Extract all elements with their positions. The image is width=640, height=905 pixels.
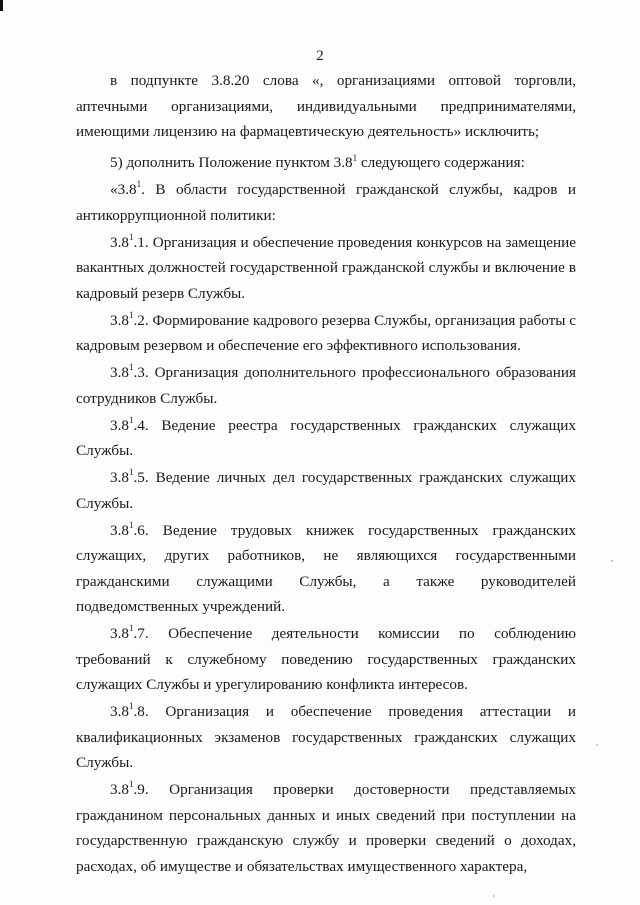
scan-speck xyxy=(611,560,613,562)
paragraph-text: .8. Организация и обеспечение проведения аттестации и квалификационных экзаменов государственных гражданских служащих Службы. xyxy=(76,703,576,772)
superscript: 1 xyxy=(128,623,134,633)
superscript: 1 xyxy=(128,309,134,320)
scan-speck xyxy=(493,895,495,897)
document-body xyxy=(76,68,576,879)
paragraph-3-8-1-6 xyxy=(76,518,576,620)
paragraph-text: . В области государственной гражданской службы, кадров и антикоррупционной политики: xyxy=(76,181,576,224)
paragraph-text: в подпункте 3.8.20 слова «, организациями оптовой торговли, аптечными организациями, индивидуальными предпринимателями, имеющими лицензию на фармацевтическую деятельность» исключить; xyxy=(76,72,576,140)
paragraph-text: .6. Ведение трудовых книжек государственных гражданских служащих, других работников, не являющихся государственными гражданскими служащими Службы, а также руководителей подведомственных учреждений. xyxy=(76,521,576,616)
point-number: «3.8 xyxy=(110,181,137,199)
paragraph-3-8-1-4 xyxy=(76,413,576,464)
point-number: 3.8 xyxy=(110,625,129,643)
paragraph-3-8-1-heading xyxy=(76,177,576,228)
paragraph-add-point xyxy=(76,146,576,176)
paragraph-text: 5) дополнить Положение пунктом 3.8 xyxy=(110,154,353,172)
paragraph-text: .4. Ведение реестра государственных гражданских служащих Службы. xyxy=(76,416,576,460)
scan-corner-mark xyxy=(0,0,3,11)
paragraph-3-8-1-8 xyxy=(76,699,576,776)
superscript: 1 xyxy=(128,362,134,372)
paragraph-3-8-1-1 xyxy=(76,230,576,307)
page-number: 2 xyxy=(316,48,324,64)
point-number: 3.8 xyxy=(110,311,129,329)
point-number: 3.8 xyxy=(110,781,129,799)
point-number: 3.8 xyxy=(110,364,129,382)
superscript: 1 xyxy=(128,414,134,425)
superscript: 1 xyxy=(352,153,358,163)
superscript: 1 xyxy=(136,179,142,189)
paragraph-suffix: следующего содержания: xyxy=(357,154,525,172)
paragraph-text: .1. Организация и обеспечение проведения конкурсов на замещение вакантных должностей государственной гражданской службы и включение в кадровый резерв Службы. xyxy=(76,233,576,302)
point-number: 3.8 xyxy=(110,469,129,487)
point-number: 3.8 xyxy=(110,703,129,721)
superscript: 1 xyxy=(128,231,134,242)
point-number: 3.8 xyxy=(110,521,129,539)
paragraph-3-8-1-7 xyxy=(76,621,576,698)
paragraph-text: .3. Организация дополнительного профессионального образования сотрудников Службы. xyxy=(76,364,576,407)
paragraph-text: .9. Организация проверки достоверности представляемых гражданином персональных данных и иных сведений при поступлении на государственную гражданскую службу и проверки сведений о доходах, расходах, об имуществе и обязательствах имущественного характера, xyxy=(76,781,576,875)
paragraph-3-8-1-9 xyxy=(76,777,576,879)
paragraph-text: .2. Формирование кадрового резерва Службы, организация работы с кадровым резервом и обеспечение его эффективного использования. xyxy=(76,311,576,355)
superscript: 1 xyxy=(128,519,134,530)
point-number: 3.8 xyxy=(110,233,129,251)
paragraph-3-8-1-2 xyxy=(76,308,576,359)
point-number: 3.8 xyxy=(110,416,129,434)
scan-speck xyxy=(596,744,598,746)
paragraph-amendment-3-8-20 xyxy=(76,68,576,145)
paragraph-3-8-1-3 xyxy=(76,360,576,411)
paragraph-text: .5. Ведение личных дел государственных гражданских служащих Службы. xyxy=(76,469,576,512)
paragraph-3-8-1-5 xyxy=(76,465,576,516)
paragraph-text: .7. Обеспечение деятельности комиссии по соблюдению требований к служебному поведению государственных гражданских служащих Службы и урегулированию конфликта интересов. xyxy=(76,625,576,694)
superscript: 1 xyxy=(128,779,134,789)
superscript: 1 xyxy=(128,467,134,477)
superscript: 1 xyxy=(128,701,134,711)
